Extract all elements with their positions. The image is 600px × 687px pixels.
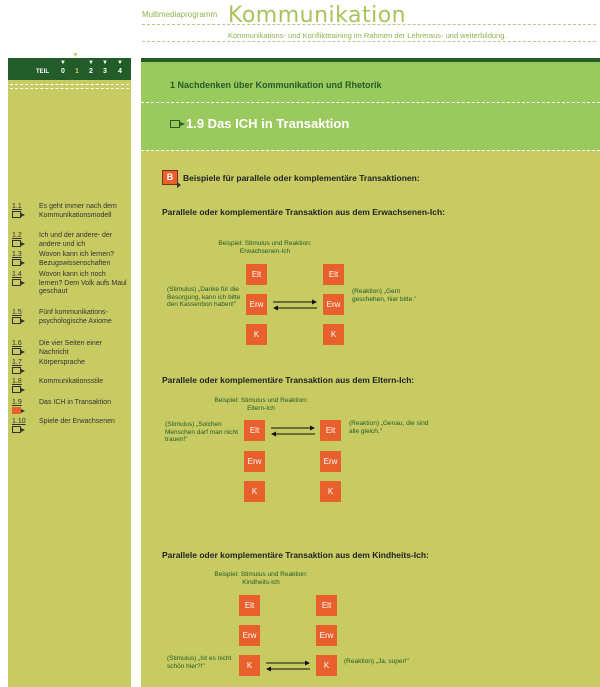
program-label: Multimediaprogramm (142, 10, 218, 19)
nav-item-number: 1.7 (12, 359, 22, 366)
section-arrow-icon (170, 120, 180, 128)
example-b-icon: B (162, 170, 178, 185)
part-2-link[interactable]: 2 (89, 68, 93, 75)
nav-item-number: 1.6 (12, 340, 22, 347)
ego-box-k: K (244, 481, 265, 502)
part-label: TEIL (36, 69, 49, 75)
part-selector-bar (8, 58, 131, 80)
ego-box-k: K (320, 481, 341, 502)
header-divider (142, 41, 596, 42)
nav-arrow-icon (12, 211, 21, 218)
nav-item-label: Spiele der Erwachsenen (39, 418, 115, 425)
ego-box-elt: Elt (320, 420, 341, 441)
sidebar (8, 58, 131, 687)
nav-item-number: 1.1 (12, 203, 22, 210)
ego-box-elt: Elt (323, 264, 344, 285)
ego-box-erw: Erw (323, 294, 344, 315)
ego-box-k: K (316, 655, 337, 676)
block-heading: Parallele oder komplementäre Transaktion aus dem Kindheits-Ich: (162, 550, 429, 560)
nav-item-label: Es geht immer nach dem Kommunikationsmodell (39, 203, 117, 219)
transaction-arrows-icon (269, 424, 317, 438)
nav-item-label: Die vier Seiten einer Nachricht (39, 340, 103, 356)
app-tagline: Kommunikations- und Konflikttraining im Rahmen der Lehreraus- und weiterbildung. (228, 31, 507, 40)
ego-box-elt: Elt (316, 595, 337, 616)
reaction-text: (Reaktion) „Ja, super!" (344, 658, 409, 665)
reaction-text: (Reaktion) „Gern geschehen, hier bitte." (352, 288, 417, 303)
stimulus-text: (Stimulus) „Solchen Menschen darf man nicht trauen!" (165, 421, 238, 443)
transaction-arrows-icon (271, 298, 319, 312)
nav-item-label: Wovon kann ich lernen? Bezugswissenschaften (39, 251, 114, 267)
ego-box-k: K (246, 324, 267, 345)
transaction-arrows-icon (264, 659, 312, 673)
sidebar-divider (10, 84, 129, 85)
stimulus-text: (Stimulus) „Danke für die Besorgung, kann ich bitte den Kassenbon haben!" (167, 286, 241, 308)
nav-arrow-icon (12, 407, 21, 414)
nav-item-number: 1.2 (12, 232, 22, 239)
ego-box-erw: Erw (316, 625, 337, 646)
chapter-title: 1 Nachdenken über Kommunikation und Rhetorik (170, 80, 382, 90)
part-arrow-icon: ▼ (117, 60, 123, 66)
ego-box-erw: Erw (239, 625, 260, 646)
example-caption: Beispiel: Stimulus und Reaktion: Eltern-Ich (214, 397, 308, 412)
nav-arrow-icon (12, 259, 21, 266)
ego-box-erw: Erw (246, 294, 267, 315)
ego-box-erw: Erw (244, 451, 265, 472)
nav-item-number: 1.9 (12, 399, 22, 406)
nav-item-label: Kommunikationsstile (39, 378, 104, 385)
nav-item-label: Körpersprache (39, 359, 85, 366)
nav-arrow-icon (12, 240, 21, 247)
part-4-link[interactable]: 4 (118, 68, 122, 75)
ego-box-erw: Erw (320, 451, 341, 472)
nav-item-number: 1.10 (12, 418, 26, 425)
part-3-link[interactable]: 3 (103, 68, 107, 75)
block-heading: Parallele oder komplementäre Transaktion aus dem Eltern-Ich: (162, 375, 415, 385)
part-arrow-icon: ▼ (102, 60, 108, 66)
nav-item-number: 1.8 (12, 378, 22, 385)
ego-box-elt: Elt (246, 264, 267, 285)
example-caption: Beispiel: Stimulus und Reaktion: Erwachsenen-Ich (218, 240, 312, 255)
nav-item-label: Das ICH in Transaktion (39, 399, 111, 406)
nav-item-number: 1.4 (12, 271, 22, 278)
stimulus-text: (Stimulus) „Ist es nicht schön hier?!" (167, 655, 232, 670)
part-arrow-icon: ▼ (88, 60, 94, 66)
ego-box-k: K (239, 655, 260, 676)
active-part-marker-icon: ▼ (72, 52, 79, 59)
content-divider (141, 150, 600, 151)
part-0-link[interactable]: 0 (61, 68, 65, 75)
title-band-topline (141, 58, 600, 62)
content-divider (141, 102, 600, 103)
nav-arrow-icon (12, 317, 21, 324)
part-arrow-icon: ▼ (60, 60, 66, 66)
nav-arrow-icon (12, 348, 21, 355)
ego-box-k: K (323, 324, 344, 345)
nav-item-number: 1.5 (12, 309, 22, 316)
nav-arrow-icon (12, 426, 21, 433)
title-band (141, 58, 600, 150)
ego-box-elt: Elt (239, 595, 260, 616)
nav-item-label: Wovon kann ich noch lernen? Dem Volk aufs Maul geschaut (39, 271, 127, 295)
example-caption: Beispiel: Stimulus und Reaktion: Kindheits-Ich (214, 571, 308, 586)
part-1-link[interactable]: 1 (75, 68, 79, 75)
nav-arrow-icon (12, 386, 21, 393)
page-title: 1.9 Das ICH in Transaktion (186, 116, 350, 131)
nav-item-number: 1.3 (12, 251, 22, 258)
content-area (141, 58, 600, 687)
nav-item-label: Fünf kommunikations-psychologische Axiome (39, 309, 112, 325)
block-heading: Parallele oder komplementäre Transaktion aus dem Erwachsenen-Ich: (162, 207, 445, 217)
examples-intro: Beispiele für parallele oder komplementäre Transaktionen: (183, 173, 420, 183)
nav-arrow-icon (12, 367, 21, 374)
nav-arrow-icon (12, 279, 21, 286)
nav-item-label: Ich und der andere- der andere und ich (39, 232, 113, 248)
app-title: Kommunikation (228, 3, 407, 28)
sidebar-divider (10, 88, 129, 89)
reaction-text: (Reaktion) „Genau, die sind alle gleich." (349, 420, 429, 435)
ego-box-elt: Elt (244, 420, 265, 441)
